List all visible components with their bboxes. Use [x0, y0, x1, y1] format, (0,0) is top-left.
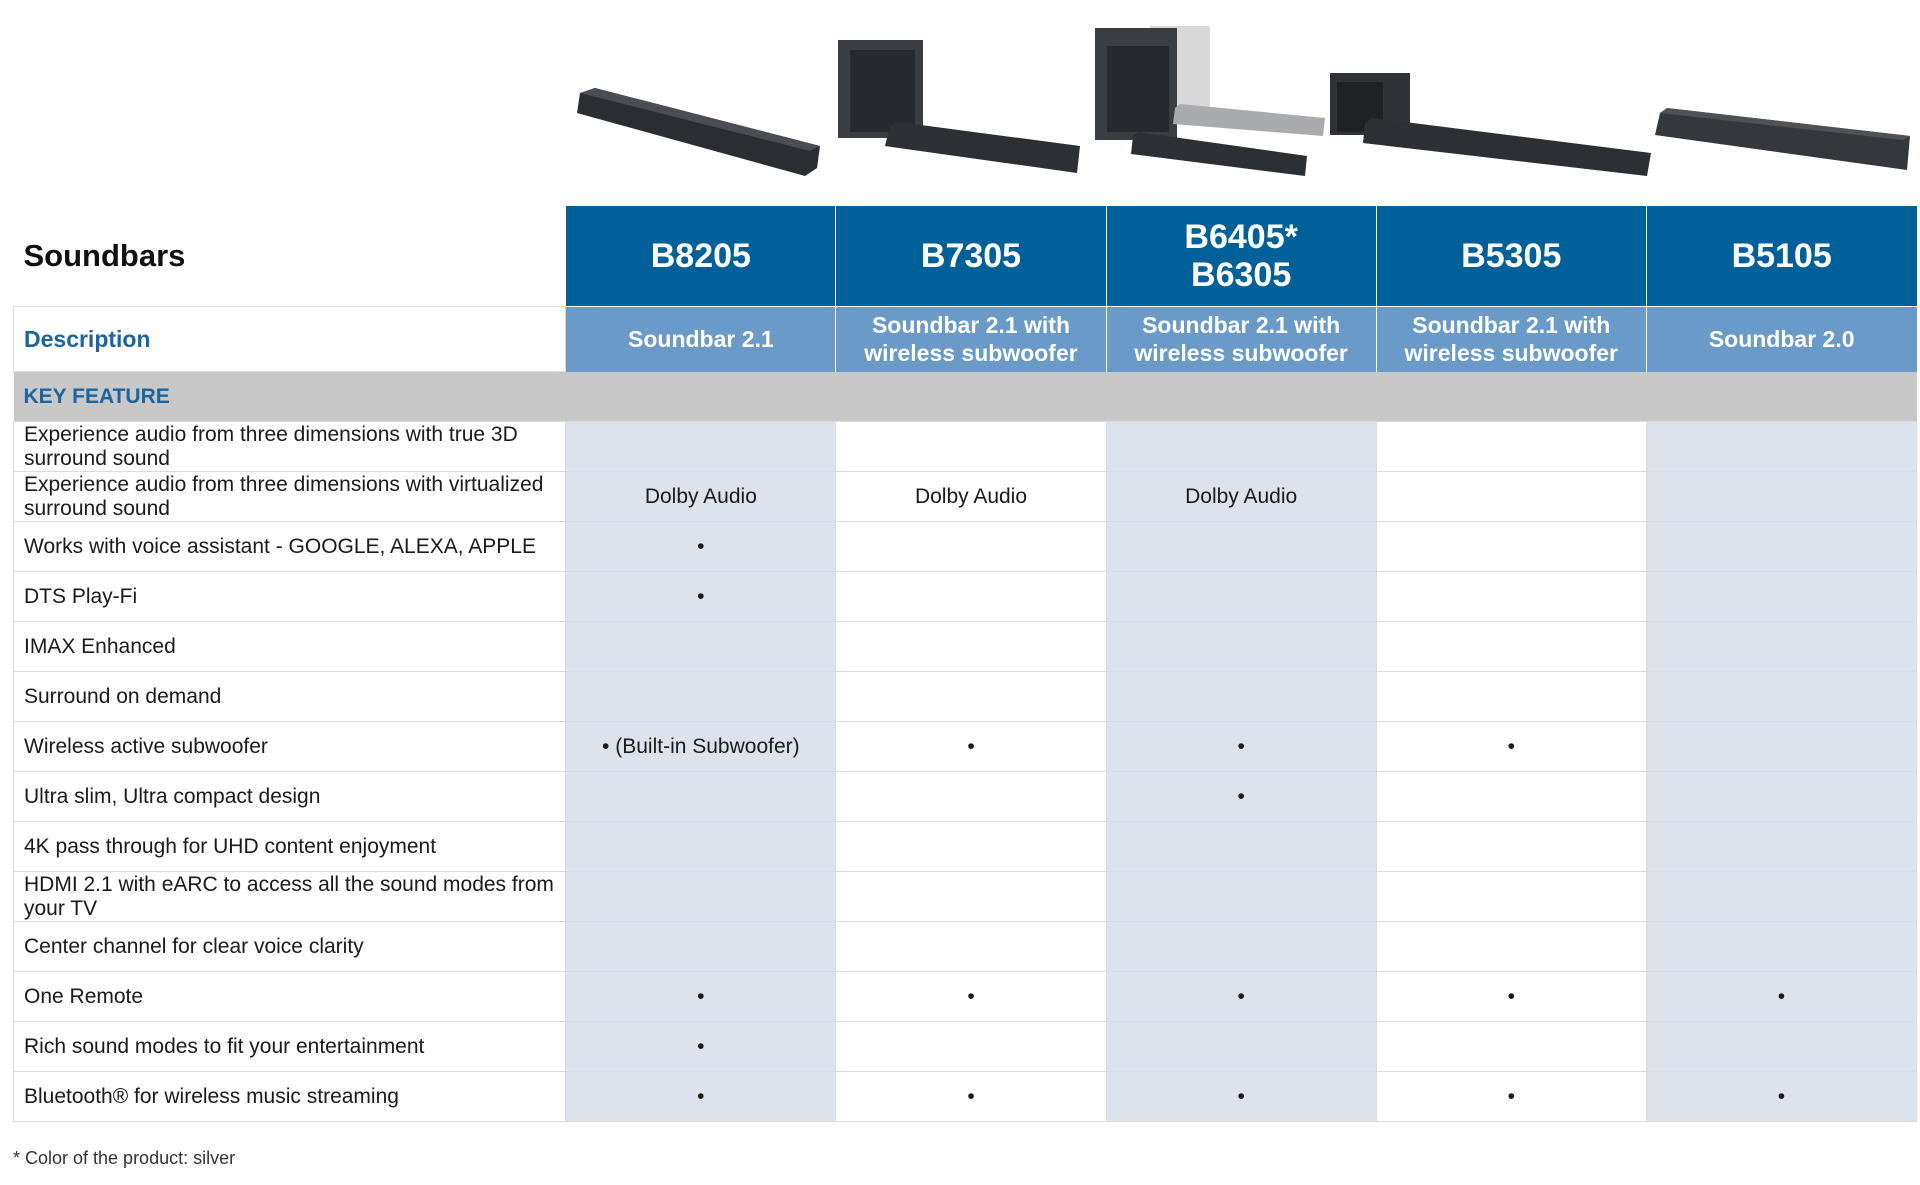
- feature-value: [1376, 872, 1646, 922]
- feature-value: [566, 822, 836, 872]
- feature-value: [836, 772, 1106, 822]
- feature-value: [566, 422, 836, 472]
- feature-value: •: [1106, 772, 1376, 822]
- feature-value: [566, 672, 836, 722]
- model-header-b5305: [1376, 206, 1646, 307]
- description-b7305: Soundbar 2.1 with wireless subwoofer: [836, 307, 1106, 372]
- feature-label: One Remote: [14, 972, 566, 1022]
- feature-value: •: [566, 572, 836, 622]
- feature-value: [1376, 522, 1646, 572]
- feature-value: [836, 422, 1106, 472]
- model-name: B6405*: [1184, 218, 1298, 256]
- feature-value: [1646, 922, 1916, 972]
- feature-label: Center channel for clear voice clarity: [14, 922, 566, 972]
- feature-row: [14, 972, 1917, 1022]
- feature-value: [1106, 872, 1376, 922]
- feature-value: [1376, 422, 1646, 472]
- feature-value: [1376, 472, 1646, 522]
- model-name: B8205: [650, 237, 751, 275]
- soundbar-b8205-image: [577, 88, 820, 176]
- feature-value: •: [1106, 972, 1376, 1022]
- feature-label: Ultra slim, Ultra compact design: [14, 772, 566, 822]
- feature-value: [1376, 822, 1646, 872]
- feature-row: [14, 572, 1917, 622]
- feature-row: [14, 422, 1917, 472]
- feature-value: [836, 522, 1106, 572]
- feature-value: • (Built-in Subwoofer): [566, 722, 836, 772]
- feature-value: [1376, 922, 1646, 972]
- page-title: Soundbars: [14, 206, 566, 307]
- model-header-b8205: [566, 206, 836, 307]
- feature-value: Dolby Audio: [1106, 472, 1376, 522]
- feature-value: Dolby Audio: [566, 472, 836, 522]
- feature-value: [1106, 822, 1376, 872]
- feature-value: Dolby Audio: [836, 472, 1106, 522]
- feature-value: [1646, 622, 1916, 672]
- feature-label: IMAX Enhanced: [14, 622, 566, 672]
- comparison-table: [13, 206, 1917, 1122]
- feature-value: [836, 872, 1106, 922]
- feature-value: •: [566, 1022, 836, 1072]
- feature-value: •: [836, 1072, 1106, 1122]
- feature-value: [836, 922, 1106, 972]
- feature-value: [1646, 772, 1916, 822]
- soundbar-b6405-image: [1095, 26, 1325, 176]
- feature-value: [1106, 572, 1376, 622]
- description-b6405-b6305: Soundbar 2.1 with wireless subwoofer: [1106, 307, 1376, 372]
- feature-value: [1646, 822, 1916, 872]
- feature-value: •: [1376, 972, 1646, 1022]
- key-feature-row: [14, 372, 1917, 422]
- feature-label: HDMI 2.1 with eARC to access all the sound modes from your TV: [14, 872, 566, 922]
- feature-value: •: [1106, 722, 1376, 772]
- feature-label: Surround on demand: [14, 672, 566, 722]
- description-b8205: Soundbar 2.1: [566, 307, 836, 372]
- feature-value: [1646, 672, 1916, 722]
- feature-value: [566, 622, 836, 672]
- feature-value: [836, 622, 1106, 672]
- feature-value: •: [1646, 972, 1916, 1022]
- feature-value: [836, 672, 1106, 722]
- feature-value: [1376, 622, 1646, 672]
- model-header-b5105: [1646, 206, 1916, 307]
- feature-value: •: [836, 722, 1106, 772]
- feature-row: [14, 822, 1917, 872]
- feature-row: [14, 922, 1917, 972]
- footnote: * Color of the product: silver: [13, 1148, 236, 1168]
- soundbar-b5105-image: [1655, 108, 1910, 170]
- feature-value: [1106, 622, 1376, 672]
- feature-value: [1646, 572, 1916, 622]
- feature-value: •: [1646, 1072, 1916, 1122]
- soundbar-b5305-image: [1330, 73, 1651, 176]
- feature-value: [566, 772, 836, 822]
- feature-value: [1106, 672, 1376, 722]
- feature-value: •: [1376, 1072, 1646, 1122]
- model-name: B6305: [1191, 256, 1292, 294]
- feature-value: [1106, 422, 1376, 472]
- product-images: [565, 18, 1920, 203]
- feature-row: [14, 522, 1917, 572]
- feature-value: [1646, 872, 1916, 922]
- feature-row: [14, 872, 1917, 922]
- feature-label: Rich sound modes to fit your entertainment: [14, 1022, 566, 1072]
- model-name: B7305: [920, 237, 1022, 275]
- soundbar-b7305-image: [838, 40, 1080, 173]
- feature-label: Experience audio from three dimensions with true 3D surround sound: [14, 422, 566, 472]
- feature-value: [1376, 772, 1646, 822]
- feature-value: [1646, 522, 1916, 572]
- feature-value: •: [1376, 722, 1646, 772]
- feature-label: 4K pass through for UHD content enjoyment: [14, 822, 566, 872]
- feature-row: [14, 622, 1917, 672]
- feature-value: [1376, 672, 1646, 722]
- feature-label: Works with voice assistant - GOOGLE, ALEXA, APPLE: [14, 522, 566, 572]
- feature-value: [1106, 922, 1376, 972]
- feature-value: [1106, 1022, 1376, 1072]
- feature-value: [566, 922, 836, 972]
- feature-value: [1646, 1022, 1916, 1072]
- feature-value: [836, 822, 1106, 872]
- feature-value: •: [566, 1072, 836, 1122]
- feature-row: [14, 1022, 1917, 1072]
- feature-value: [836, 1022, 1106, 1072]
- feature-value: [1646, 722, 1916, 772]
- model-header-b7305: [836, 206, 1106, 307]
- model-name: B5305: [1461, 237, 1562, 275]
- feature-row: [14, 1072, 1917, 1122]
- feature-row: [14, 472, 1917, 522]
- feature-value: [1646, 422, 1916, 472]
- description-row: [14, 307, 1917, 372]
- feature-label: DTS Play-Fi: [14, 572, 566, 622]
- description-label: Description: [14, 307, 566, 372]
- feature-value: [836, 572, 1106, 622]
- model-header-row: [14, 206, 1917, 307]
- feature-value: •: [566, 522, 836, 572]
- feature-label: Bluetooth® for wireless music streaming: [14, 1072, 566, 1122]
- feature-label: Wireless active subwoofer: [14, 722, 566, 772]
- feature-value: •: [566, 972, 836, 1022]
- model-name: B5105: [1731, 237, 1832, 275]
- feature-rows: [14, 422, 1917, 1122]
- feature-row: [14, 772, 1917, 822]
- key-feature-label: KEY FEATURE: [14, 372, 1917, 422]
- feature-value: [1376, 1022, 1646, 1072]
- feature-label: Experience audio from three dimensions with virtualized surround sound: [14, 472, 566, 522]
- feature-row: [14, 722, 1917, 772]
- feature-value: [566, 872, 836, 922]
- description-b5305: Soundbar 2.1 with wireless subwoofer: [1376, 307, 1646, 372]
- feature-value: •: [836, 972, 1106, 1022]
- feature-value: [1106, 522, 1376, 572]
- feature-value: [1376, 572, 1646, 622]
- description-b5105: Soundbar 2.0: [1646, 307, 1916, 372]
- feature-value: •: [1106, 1072, 1376, 1122]
- model-header-b6405-b6305: [1106, 206, 1376, 307]
- feature-row: [14, 672, 1917, 722]
- feature-value: [1646, 472, 1916, 522]
